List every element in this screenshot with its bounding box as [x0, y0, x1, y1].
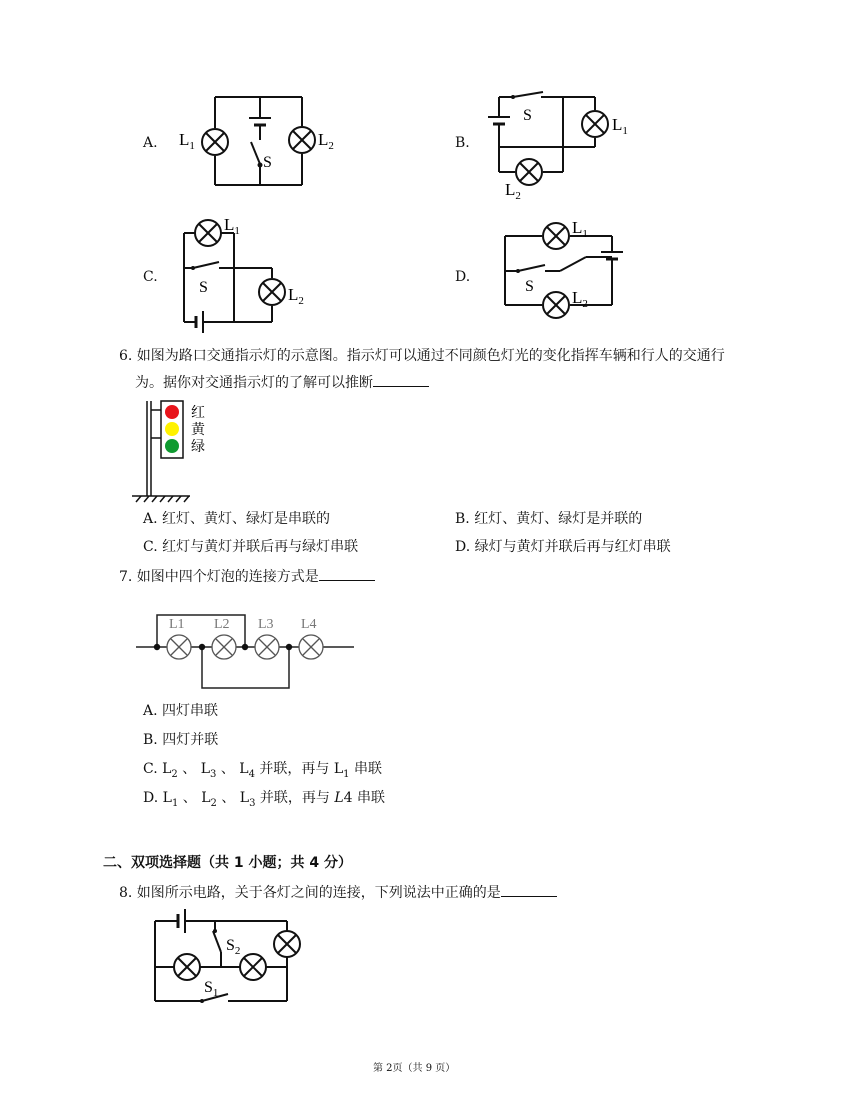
- bulb-l4-label: L4: [301, 617, 317, 632]
- circuit-d-l2: $L_2$: [572, 288, 588, 310]
- page-footer: 第 2页（共 9 页）: [373, 1063, 456, 1074]
- option-a-label[interactable]: A.: [143, 135, 158, 151]
- circuit-b-l2: $L_2$: [505, 180, 521, 202]
- circuit-b-s: S: [523, 107, 532, 124]
- circuit-d-l1: $L_1$: [572, 218, 588, 240]
- bulb-l3-label: L3: [258, 617, 274, 632]
- circuit-c-s: S: [199, 279, 208, 296]
- question-7-option-b[interactable]: B. 四灯并联: [143, 732, 219, 748]
- yellow-light: [165, 422, 179, 436]
- red-light: [165, 405, 179, 419]
- switch-s1-label: $S_1$: [204, 979, 219, 999]
- answer-blank[interactable]: [501, 882, 557, 897]
- question-8-stem: 8. 如图所示电路，关于各灯之间的连接，下列说法中正确的是: [119, 882, 557, 903]
- question-7-option-c[interactable]: C. $L_2$ 、 $L_3$ 、 $L_4$ 并联，再与 $L_1$ 串联: [143, 761, 382, 780]
- answer-blank[interactable]: [373, 372, 429, 387]
- question-6-option-d[interactable]: D. 绿灯与黄灯并联后再与红灯串联: [455, 539, 671, 555]
- question-6-line-1: 6. 如图为路口交通指示灯的示意图。指示灯可以通过不同颜色灯光的变化指挥车辆和行人的交通行: [119, 348, 725, 364]
- bulb-l1-label: L1: [169, 617, 185, 632]
- option-c-label[interactable]: C.: [143, 269, 158, 285]
- switch-s2-label: $S_2$: [226, 937, 241, 957]
- circuit-a-diagram: [175, 90, 345, 190]
- question-6-stem: [119, 346, 725, 393]
- green-label: 绿: [191, 439, 205, 455]
- circuit-c-diagram: [175, 212, 325, 330]
- circuit-a-l1: $L_1$: [179, 130, 195, 152]
- question-6-line-2: 为。据你对交通指示灯的了解可以推断: [135, 372, 725, 393]
- green-light: [165, 439, 179, 453]
- option-b-label[interactable]: B.: [455, 135, 470, 151]
- circuit-b-l1: $L_1$: [612, 115, 628, 137]
- circuit-b-diagram: [485, 92, 645, 200]
- question-6-option-c[interactable]: C. 红灯与黄灯并联后再与绿灯串联: [143, 539, 359, 555]
- yellow-label: 黄: [191, 422, 205, 438]
- option-d-label[interactable]: D.: [455, 269, 471, 285]
- question-6-option-a[interactable]: A. 红灯、黄灯、绿灯是串联的: [143, 511, 331, 527]
- question-7-option-a[interactable]: A. 四灯串联: [143, 703, 219, 719]
- circuit-c-l2: $L_2$: [288, 285, 304, 307]
- question-6-option-b[interactable]: B. 红灯、黄灯、绿灯是并联的: [455, 511, 643, 527]
- answer-blank[interactable]: [319, 566, 375, 581]
- circuit-a-s: S: [263, 154, 272, 171]
- question-7-option-d[interactable]: D. $L_1$ 、 $L_2$ 、 $L_3$ 并联，再与 L4 串联: [143, 790, 386, 809]
- section-2-heading: 二、双项选择题（共 1 小题；共 4 分）: [103, 855, 352, 871]
- circuit-c-l1: $L_1$: [224, 215, 240, 237]
- bulb-l2-label: L2: [214, 617, 230, 632]
- question-7-stem: 7. 如图中四个灯泡的连接方式是: [119, 566, 375, 587]
- circuit-d-diagram: [500, 215, 650, 325]
- traffic-light-figure: [130, 398, 240, 502]
- circuit-d-s: S: [525, 278, 534, 295]
- question-8-circuit: [150, 912, 310, 1008]
- circuit-a-l2: $L_2$: [318, 130, 334, 152]
- four-bulb-circuit: [134, 610, 359, 694]
- red-label: 红: [191, 405, 205, 421]
